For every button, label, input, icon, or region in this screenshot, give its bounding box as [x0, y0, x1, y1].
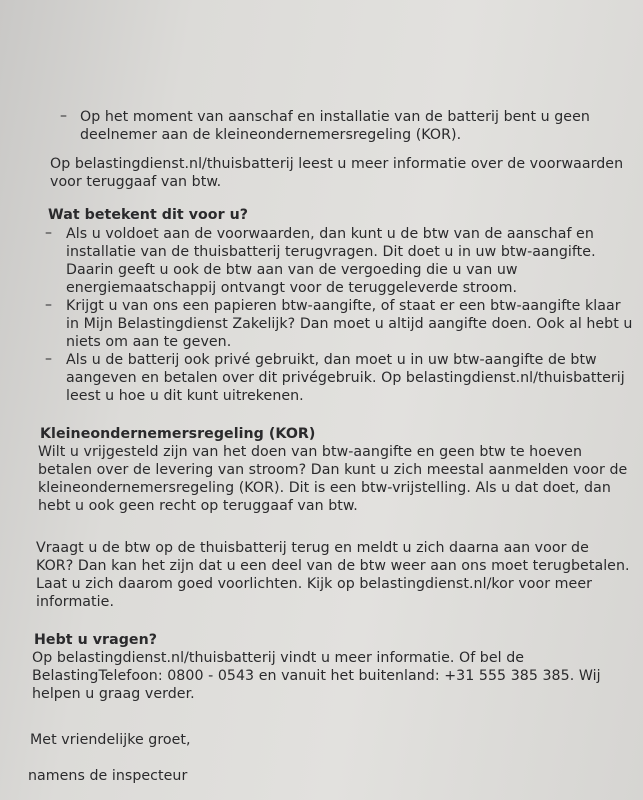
section-heading: Wat betekent dit voor u? — [48, 207, 249, 223]
bullet-text-line: Daarin geeft u ook de btw aan van de vergoeding die u van uw — [66, 262, 518, 278]
bullet-dash: – — [45, 225, 52, 241]
bullet-dash: – — [60, 108, 67, 124]
bullet-text-line: Op het moment van aanschaf en installatie van de batterij bent u geen — [80, 109, 590, 125]
bullet-text-line: Krijgt u van ons een papieren btw-aangifte, of staat er een btw-aangifte klaar — [66, 298, 621, 314]
paragraph-line: Op belastingdienst.nl/thuisbatterij leest u meer informatie over de voorwaarden — [50, 156, 624, 172]
paragraph-line: betalen over de levering van stroom? Dan kunt u zich meestal aanmelden voor de — [38, 462, 628, 478]
section-heading: Kleineondernemersregeling (KOR) — [40, 426, 316, 442]
paragraph-line: voor teruggaaf van btw. — [50, 174, 222, 190]
paragraph-line: BelastingTelefoon: 0800 - 0543 en vanuit het buitenland: +31 555 385 385. Wij — [32, 668, 601, 684]
paragraph-line: helpen u graag verder. — [32, 686, 195, 702]
bullet-text-line: aangeven en betalen over dit privégebruik. Op belastingdienst.nl/thuisbatterij — [66, 370, 625, 386]
closing-line: Met vriendelijke groet, — [30, 732, 191, 748]
bullet-dash: – — [45, 297, 52, 313]
bullet-text-line: deelnemer aan de kleineondernemersregeling (KOR). — [80, 127, 462, 143]
bullet-text-line: niets om aan te geven. — [66, 334, 232, 350]
paragraph-line: kleineondernemersregeling (KOR). Dit is een btw-vrijstelling. Als u dat doet, dan — [38, 480, 611, 496]
paragraph-line: Vraagt u de btw op de thuisbatterij terug en meldt u zich daarna aan voor de — [36, 540, 589, 556]
paragraph-line: hebt u ook geen recht op teruggaaf van btw. — [38, 498, 358, 514]
paragraph-line: Op belastingdienst.nl/thuisbatterij vindt u meer informatie. Of bel de — [32, 650, 525, 666]
bullet-text-line: leest u hoe u dit kunt uitrekenen. — [66, 388, 304, 404]
bullet-dash: – — [45, 351, 52, 367]
bullet-text-line: in Mijn Belastingdienst Zakelijk? Dan moet u altijd aangifte doen. Ook al hebt u — [66, 316, 633, 332]
bullet-text-line: installatie van de thuisbatterij terugvragen. Dit doet u in uw btw-aangifte. — [66, 244, 596, 260]
bullet-text-line: Als u voldoet aan de voorwaarden, dan kunt u de btw van de aanschaf en — [66, 226, 594, 242]
paragraph-line: Laat u zich daarom goed voorlichten. Kijk op belastingdienst.nl/kor voor meer — [36, 576, 592, 592]
paragraph-line: informatie. — [36, 594, 114, 610]
paragraph-line: Wilt u vrijgesteld zijn van het doen van btw-aangifte en geen btw te hoeven — [38, 444, 582, 460]
bullet-text-line: energiemaatschappij ontvangt voor de teruggeleverde stroom. — [66, 280, 518, 296]
section-heading: Hebt u vragen? — [34, 632, 158, 648]
signature-line: namens de inspecteur — [28, 768, 188, 784]
paragraph-line: KOR? Dan kan het zijn dat u een deel van de btw weer aan ons moet terugbetalen. — [36, 558, 630, 574]
bullet-text-line: Als u de batterij ook privé gebruikt, dan moet u in uw btw-aangifte de btw — [66, 352, 597, 368]
